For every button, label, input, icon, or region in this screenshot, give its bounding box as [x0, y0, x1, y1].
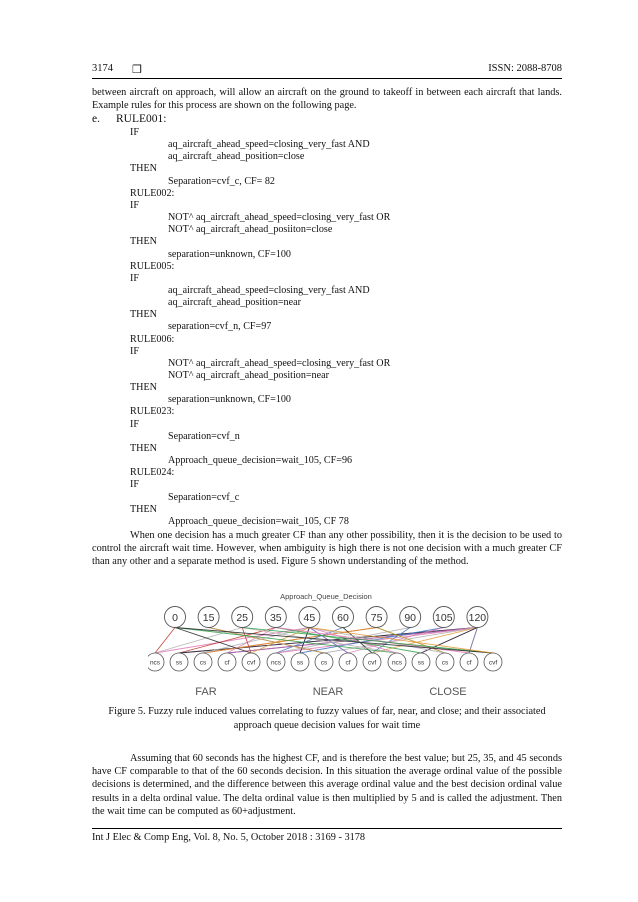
fuzzy-value: ss — [296, 659, 304, 667]
rule-line: NOT^ aq_aircraft_ahead_posiiton=close — [168, 224, 333, 236]
figure-5 — [148, 588, 504, 700]
rule-line: IF — [130, 418, 139, 430]
box-icon: ❒ — [132, 64, 142, 76]
fuzzy-value: cs — [441, 659, 449, 667]
fuzzy-value: cs — [320, 659, 328, 667]
rule-line: Approach_queue_decision=wait_105, CF=96 — [168, 455, 353, 467]
decision-node — [299, 607, 320, 628]
decision-value: 120 — [468, 611, 487, 624]
fuzzy-value: cvf — [246, 659, 256, 667]
rule-line: RULE006: — [130, 333, 175, 345]
rule-line: RULE005: — [130, 260, 175, 272]
rule-line: separation=unknown, CF=100 — [168, 248, 291, 260]
rule-line: Separation=cvf_c, CF= 82 — [168, 175, 275, 187]
figure-title: Approach_Queue_Decision — [280, 592, 372, 601]
decision-node — [333, 607, 354, 628]
fuzzy-value: cs — [199, 659, 207, 667]
decision-node — [366, 607, 387, 628]
fuzzy-value: ss — [417, 659, 425, 667]
connection-line — [242, 628, 251, 654]
rule-line: IF — [130, 345, 139, 357]
decision-value: 35 — [269, 611, 282, 624]
fuzzy-node — [218, 653, 236, 671]
rule-line: THEN — [130, 503, 157, 515]
rule-line: NOT^ aq_aircraft_ahead_position=near — [168, 370, 329, 381]
intro-paragraph: between aircraft on approach, will allow an aircraft on the ground to takeoff in between each aircraft that lands. Example rules for this process are shown on the following page. — [92, 87, 562, 112]
fuzzy-node — [412, 653, 430, 671]
connection-line — [469, 628, 477, 654]
rule-line: aq_aircraft_ahead_speed=closing_very_fast AND — [168, 139, 370, 151]
page-number: 3174 — [92, 63, 113, 74]
decision-node — [165, 607, 186, 628]
rules-heading — [92, 113, 166, 125]
connection-line — [155, 628, 175, 654]
decision-node — [467, 607, 488, 628]
body-paragraph-2: When one decision has a much greater CF than any other possibility, then it is the decision to be used to control the aircraft wait time. However, when ambiguity is high there is not one decision with a much greater CF than any other and a separate method is used. Figure 5 shown understanding of the method. — [92, 530, 562, 568]
decision-node — [198, 607, 219, 628]
rule-line: THEN — [130, 442, 157, 454]
connection-lines — [155, 628, 493, 654]
issn: ISSN: 2088-8708 — [488, 63, 562, 74]
rule-line: THEN — [130, 382, 157, 394]
fuzzy-node — [170, 653, 188, 671]
rule-line: aq_aircraft_ahead_position=near — [168, 297, 301, 309]
rule-line: separation=cvf_n, CF=97 — [168, 321, 272, 333]
fuzzy-value: ncs — [149, 659, 161, 667]
footer-rule — [92, 828, 562, 829]
rule-line: THEN — [130, 236, 157, 248]
fuzzy-value: cf — [466, 659, 472, 667]
fuzzy-value: cvf — [488, 659, 498, 667]
decision-value: 45 — [303, 611, 316, 624]
decision-value: 60 — [337, 611, 349, 624]
group-label-close: CLOSE — [429, 686, 467, 698]
rule-line: RULE024: — [130, 467, 175, 479]
fuzzy-node — [388, 653, 406, 671]
rule-line: Separation=cvf_n — [168, 430, 240, 442]
body-paragraph-3: Assuming that 60 seconds has the highest CF, and is therefore the best value; but 25, 35, and 45 seconds have CF comparable to that of the 60 seconds decision. In this situation the average ordinal value of the possible decisions is determined, and the difference between this average ordinal value and the best decision ordinal value results in a delta ordinal value. The delta ordinal value is then multiplied by 5 and is called the adjustment. Then the wait time can be computed as 60+adjustment. — [92, 753, 562, 817]
fuzzy-value: ncs — [391, 659, 403, 667]
fuzzy-node — [315, 653, 333, 671]
fuzzy-node — [460, 653, 478, 671]
decision-value: 90 — [404, 611, 417, 624]
fuzzy-value: cf — [224, 659, 230, 667]
rule-line: RULE023: — [130, 406, 175, 418]
rule-line: aq_aircraft_ahead_position=close — [168, 151, 305, 163]
rule-line: aq_aircraft_ahead_speed=closing_very_fast AND — [168, 284, 370, 296]
rule-title: RULE001: — [116, 113, 167, 125]
decision-node — [265, 607, 286, 628]
fuzzy-diagram — [148, 588, 504, 700]
group-label-near: NEAR — [312, 686, 344, 698]
fuzzy-value: ncs — [270, 659, 282, 667]
list-letter: e. — [92, 113, 100, 125]
fuzzy-node — [339, 653, 357, 671]
rule-line: Approach_queue_decision=wait_105, CF 78 — [168, 515, 349, 527]
rule-line: THEN — [130, 163, 157, 175]
rule-line: IF — [130, 272, 139, 284]
rule-line: THEN — [130, 309, 157, 321]
rule-line: RULE002: — [130, 187, 175, 199]
decision-value: 15 — [202, 611, 215, 624]
fuzzy-node — [291, 653, 309, 671]
fuzzy-node — [242, 653, 260, 671]
rule-line: IF — [130, 127, 139, 138]
decision-value: 25 — [236, 611, 249, 624]
decision-nodes — [165, 607, 488, 628]
fuzzy-node — [436, 653, 454, 671]
rule-line: separation=unknown, CF=100 — [168, 394, 291, 406]
decision-value: 75 — [370, 611, 383, 624]
decision-value: 0 — [172, 611, 178, 624]
decision-node — [232, 607, 253, 628]
fuzzy-nodes — [148, 653, 502, 671]
decision-node — [400, 607, 421, 628]
fuzzy-value: ss — [175, 659, 183, 667]
figure-caption: Figure 5. Fuzzy rule induced values correlating to fuzzy values of far, near, and close; and their associated approach queue decision values for wait time — [108, 706, 546, 731]
rule-line: IF — [130, 479, 139, 491]
decision-node — [433, 607, 454, 628]
page-footer: Int J Elec & Comp Eng, Vol. 8, No. 5, October 2018 : 3169 - 3178 — [92, 832, 366, 843]
decision-value: 105 — [435, 611, 453, 624]
fuzzy-node — [267, 653, 285, 671]
fuzzy-node — [363, 653, 381, 671]
fuzzy-node — [148, 653, 164, 671]
header-rule — [92, 78, 562, 79]
fuzzy-node — [194, 653, 212, 671]
rule-line: NOT^ aq_aircraft_ahead_speed=closing_very_fast OR — [168, 212, 391, 224]
rule-line: IF — [130, 199, 139, 211]
fuzzy-value: cvf — [367, 659, 377, 667]
rule-line: NOT^ aq_aircraft_ahead_speed=closing_very_fast OR — [168, 357, 391, 369]
connection-line — [175, 628, 251, 654]
fuzzy-value: cf — [345, 659, 351, 667]
rule-line: Separation=cvf_c — [168, 491, 240, 503]
fuzzy-node — [484, 653, 502, 671]
group-label-far: FAR — [195, 686, 217, 698]
